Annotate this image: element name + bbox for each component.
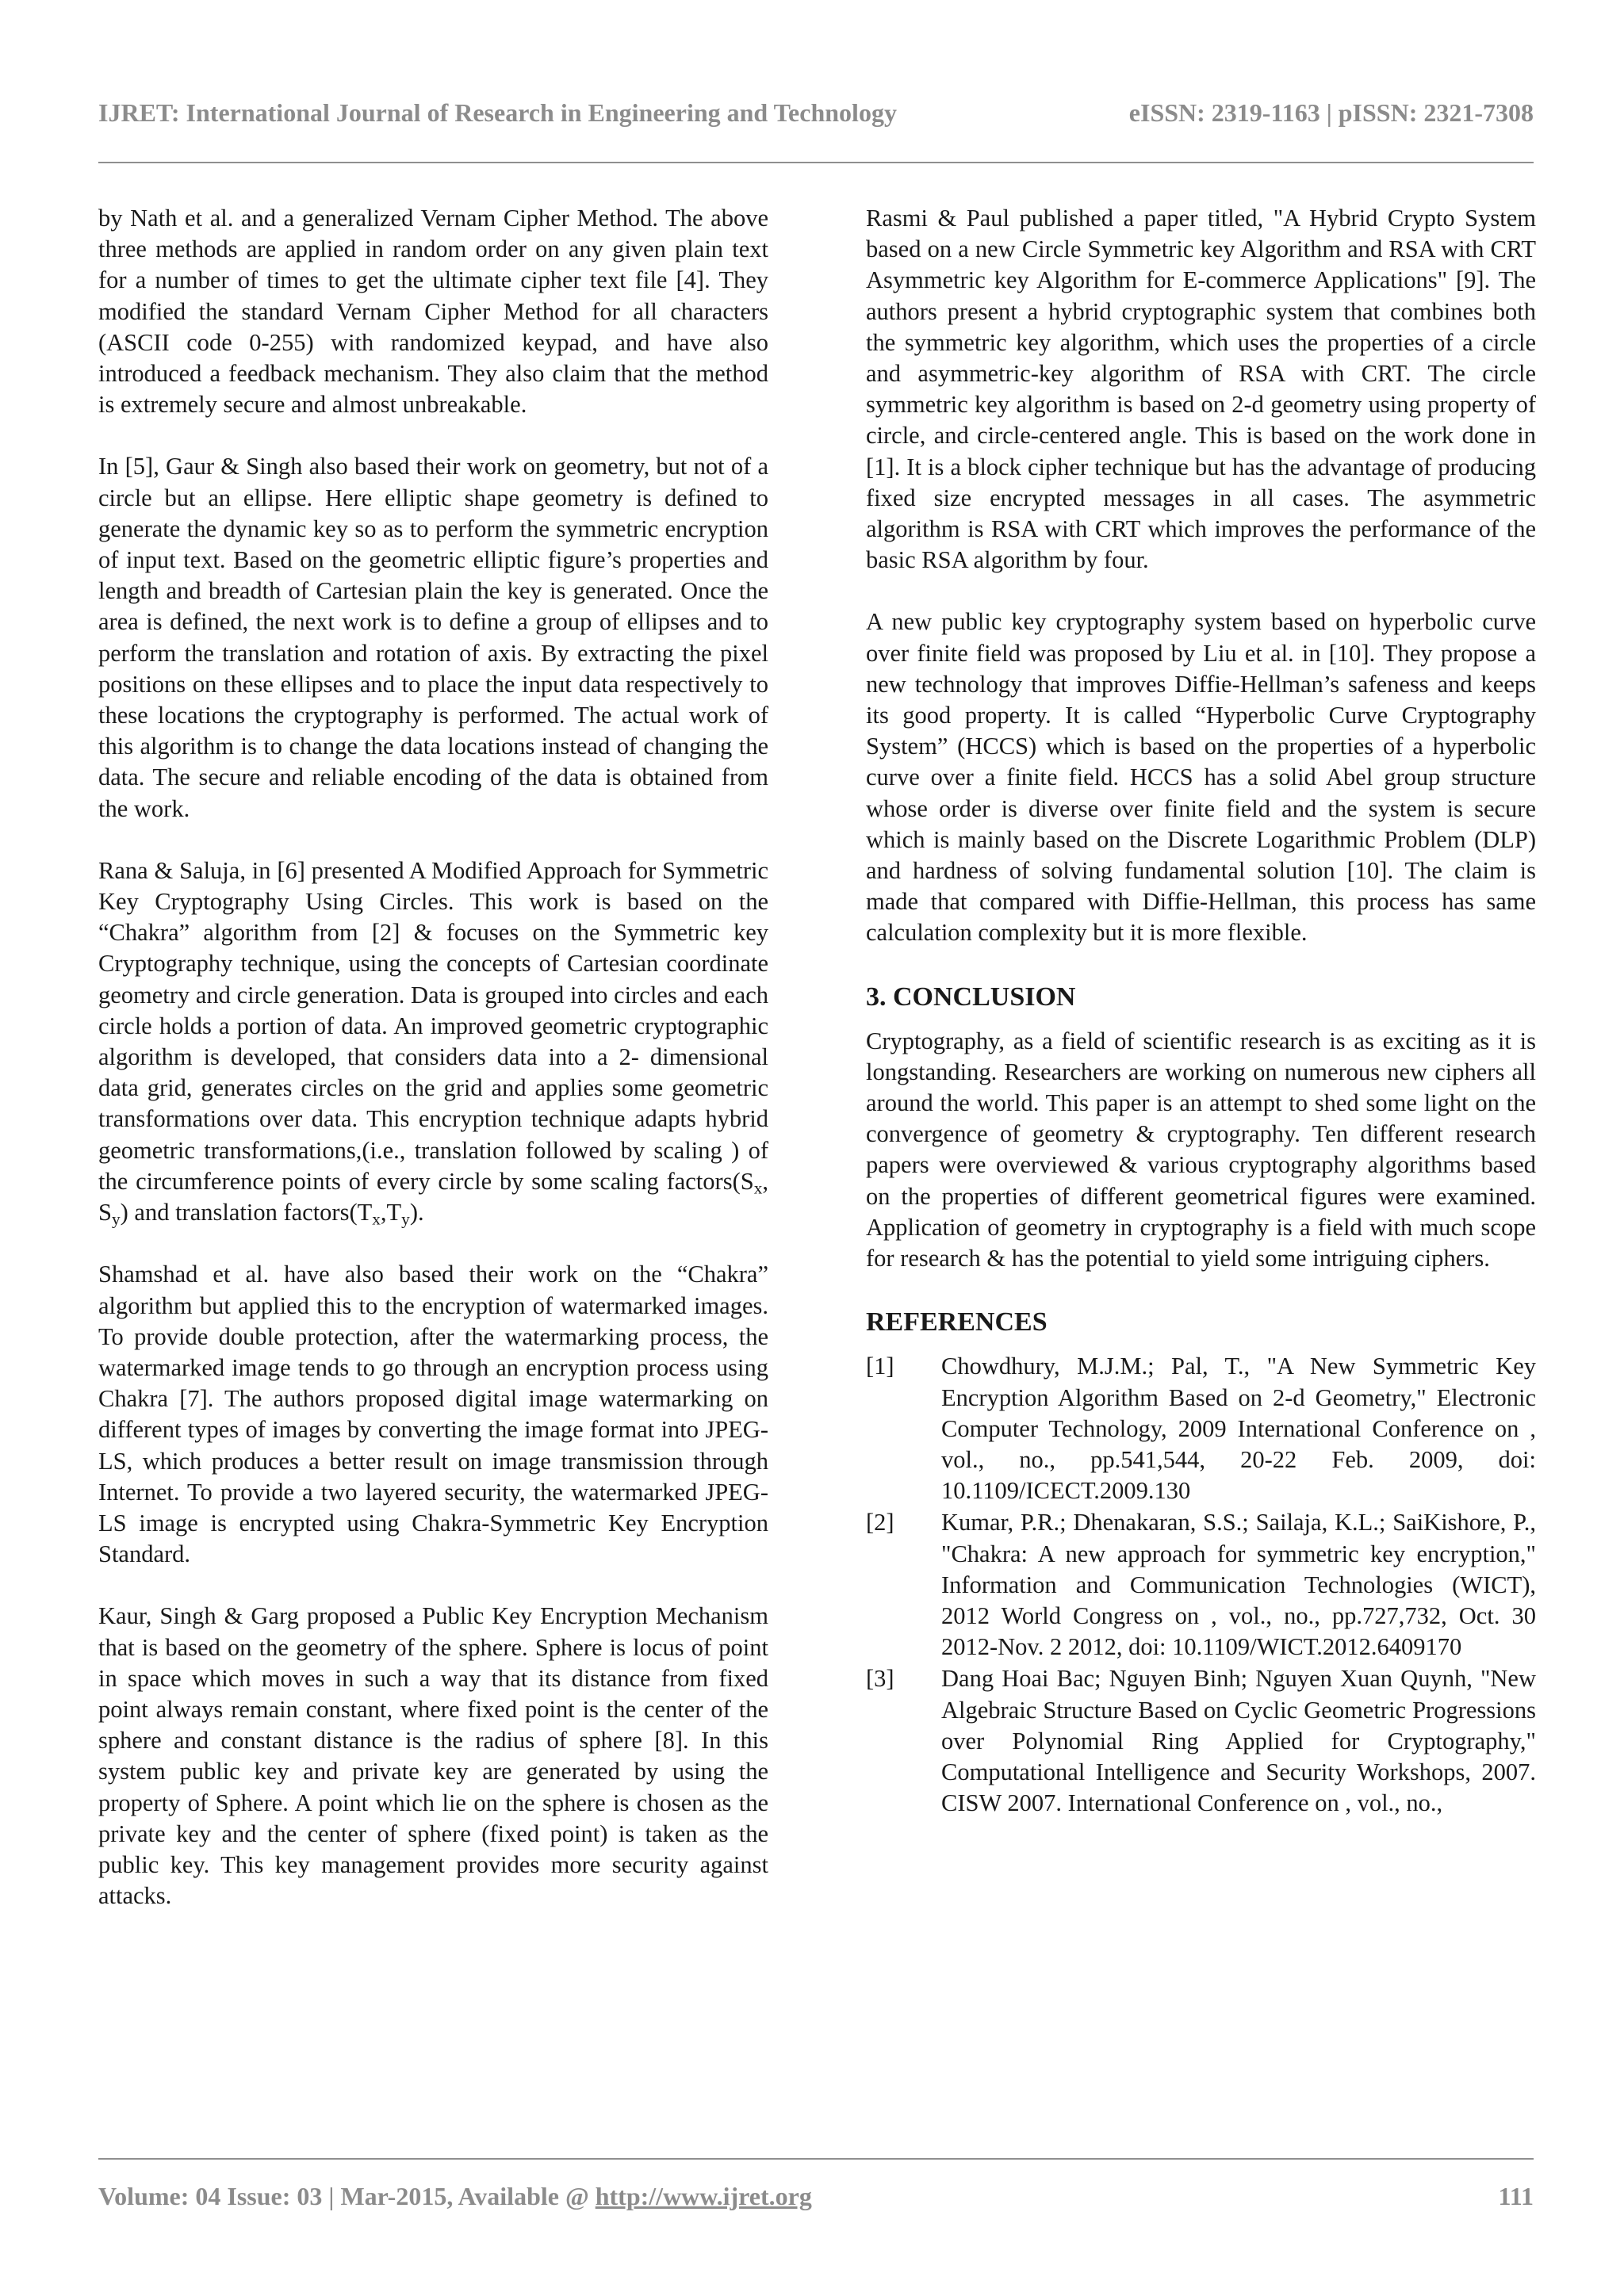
issn-info: eISSN: 2319-1163 | pISSN: 2321-7308 xyxy=(1128,98,1534,127)
reference-item xyxy=(866,1663,1536,1819)
reference-number: [1] xyxy=(866,1353,894,1380)
header-rule xyxy=(98,162,1534,163)
running-footer xyxy=(98,2182,1534,2218)
running-header xyxy=(98,98,1534,138)
paragraph-gaur-singh: In [5], Gaur & Singh also based their work on geometry, but not of a circle but an ellipse. Here elliptic shape geometry is defined to generate the dynamic key so as to perform the symmetric encryption of input text. Based on the geometric elliptic figure’s properties and length and breadth of Cartesian plain the key is generated. Once the area is defined, the next work is to define a group of ellipses and to perform the translation and rotation of axis. By extracting the pixel positions on these ellipses and to place the input data respectively to these locations the cryptography is performed. The actual work of this algorithm is to change the data locations instead of changing the data. The secure and reliable encoding of the data is obtained from the work. xyxy=(98,453,768,822)
reference-number: [3] xyxy=(866,1665,894,1693)
paragraph-rana-saluja: Rana & Saluja, in [6] presented A Modified Approach for Symmetric Key Cryptography Using Circles. This work is based on the “Chakra” algorithm from [2] & focuses on the Symmetric key Cryptography technique, using the concepts of Cartesian coordinate geometry and circle generation. Data is grouped into circles and each circle holds a portion of data. An improved geometric cryptographic algorithm is developed, that considers data into a 2- dimensional data grid, generates circles on the grid and applies some geometric transformations over data. This encryption technique adapts hybrid geometric transformations,(i.e., translation followed by scaling ) of the circumference points of every circle by some scaling $factors(S_x$, $S_y$) and translation $factors(T_x,T_y)$. xyxy=(98,856,768,1229)
reference-list xyxy=(866,1351,1536,1819)
left-column xyxy=(98,203,768,1942)
reference-text: Dang Hoai Bac; Nguyen Binh; Nguyen Xuan Quynh, "New Algebraic Structure Based on Cyclic Geometric Progressions over Polynomial Ring Applied for Cryptography," Computational Intelligence and Security Workshops, 2007. CISW 2007. International Conference on , vol., no., xyxy=(941,1665,1536,1817)
page-number: 111 xyxy=(1498,2182,1534,2210)
paragraph-kaur-singh-garg: Kaur, Singh & Garg proposed a Public Key Encryption Mechanism that is based on the geometry of the sphere. Sphere is locus of point in space which moves in such a way that its distance from fixed point always remain constant, where fixed point is the center of the sphere and constant distance is the radius of sphere [8]. In this system public key and private key are generated by using the property of Sphere. A point which lie on the sphere is chosen as the private key and the center of sphere (fixed point) is taken as the public key. This key management provides more security against attacks. xyxy=(98,1602,768,1910)
paragraph-nath: by Nath et al. and a generalized Vernam Cipher Method. The above three methods are applied in random order on any given plain text for a number of times to get the ultimate cipher text file [4]. They modified the standard Vernam Cipher Method for all characters (ASCII code 0-255) with randomized keypad, and have also introduced a feedback mechanism. They also claim that the method is extremely secure and almost unbreakable. xyxy=(98,205,768,419)
conclusion-heading: 3. CONCLUSION xyxy=(866,982,1076,1012)
right-column xyxy=(866,203,1536,1820)
footer-rule xyxy=(98,2158,1534,2160)
journal-title: IJRET: International Journal of Research in Engineering and Technology xyxy=(98,98,897,127)
paragraph-shamshad: Shamshad et al. have also based their work on the “Chakra” algorithm but applied this to the encryption of watermarked images. To provide double protection, after the watermarking process, the watermarked image tends to go through an encryption process using Chakra [7]. The authors proposed digital image watermarking on different types of images by converting the image format into JPEG-LS, which produces a better result on image transmission through Internet. To provide a two layered security, the watermarked JPEG-LS image is encrypted using Chakra-Symmetric Key Encryption Standard. xyxy=(98,1261,768,1568)
paragraph-rasmi-paul: Rasmi & Paul published a paper titled, "A Hybrid Crypto System based on a new Circle Symmetric key Algorithm and RSA with CRT Asymmetric key Algorithm for E-commerce Applications" [9]. The authors present a hybrid cryptographic system that combines both the symmetric key algorithm, which uses the properties of a circle and asymmetric-key algorithm of RSA with CRT. The circle symmetric key algorithm is based on 2-d geometry using property of circle, and circle-centered angle. This is based on the work done in [1]. It is a block cipher technique but has the advantage of producing fixed size encrypted messages in all cases. The asymmetric algorithm is RSA with CRT which improves the performance of the basic RSA algorithm by four. xyxy=(866,205,1536,574)
journal-url-link[interactable]: http://www.ijret.org xyxy=(595,2182,812,2210)
reference-item xyxy=(866,1507,1536,1663)
reference-text: Kumar, P.R.; Dhenakaran, S.S.; Sailaja, K.L.; SaiKishore, P., "Chakra: A new approach for symmetric key encryption," Information and Communication Technologies (WICT), 2012 World Congress on , vol., no., pp.727,732, Oct. 30 2012-Nov. 2 2012, doi: 10.1109/WICT.2012.6409170 xyxy=(941,1509,1536,1661)
conclusion-text: Cryptography, as a field of scientific research is as exciting as it is longstanding. Researchers are working on numerous new ciphers all around the world. This paper is an attempt to shed some light on the convergence of geometry & cryptography. Ten different research papers were overviewed & various cryptography algorithms based on the properties of different geometrical figures were examined. Application of geometry in cryptography is a field with much scope for research & has the potential to yield some intriguing ciphers. xyxy=(866,1027,1536,1272)
reference-item xyxy=(866,1351,1536,1506)
references-heading: REFERENCES xyxy=(866,1307,1048,1337)
paragraph-liu: A new public key cryptography system based on hyperbolic curve over finite field was proposed by Liu et al. in [10]. They propose a new technology that improves Diffie-Hellman’s safeness and keeps its good property. It is called “Hyperbolic Curve Cryptography System” (HCCS) which is based on the properties of a hyperbolic curve over a finite field. HCCS has a solid Abel group structure whose order is diverse over finite field and the system is secure which is mainly based on the Discrete Logarithmic Problem (DLP) and hardness of solving fundamental solution [10]. The claim is made that compared with Diffie-Hellman, this process has same calculation complexity but it is more flexible. xyxy=(866,608,1536,947)
reference-text: Chowdhury, M.J.M.; Pal, T., "A New Symmetric Key Encryption Algorithm Based on 2-d Geometry," Electronic Computer Technology, 2009 International Conference on , vol., no., pp.541,544, 20-22 Feb. 2009, doi: 10.1109/ICECT.2009.130 xyxy=(941,1353,1536,1505)
reference-number: [2] xyxy=(866,1509,894,1536)
footer-volume: Volume: 04 Issue: 03 | Mar-2015, Available @ http://www.ijret.org xyxy=(98,2182,812,2210)
